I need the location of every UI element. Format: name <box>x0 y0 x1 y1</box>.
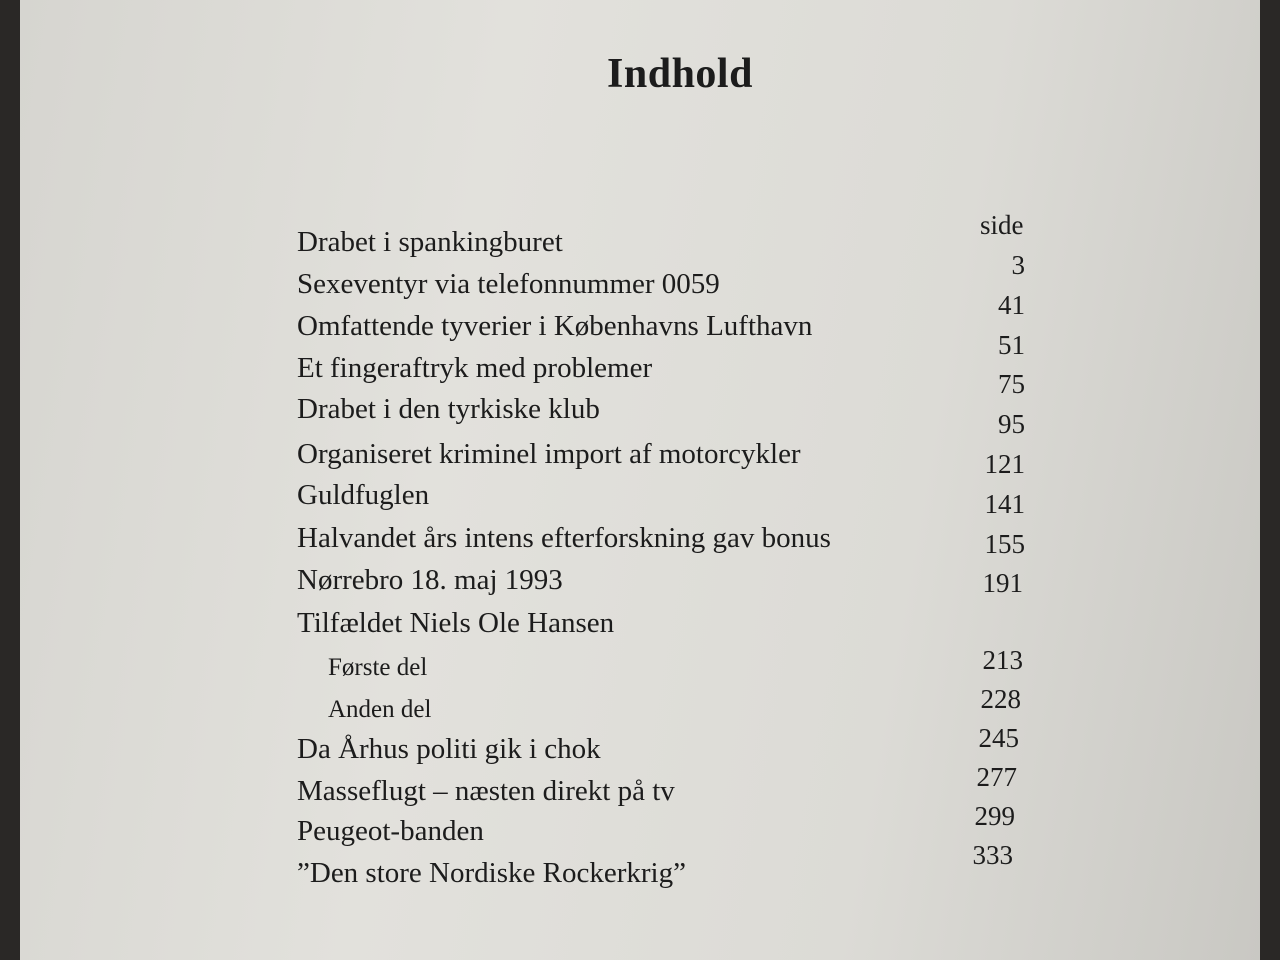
toc-subentry-title: Første del <box>328 654 428 681</box>
toc-entry-title: Omfattende tyverier i Københavns Lufthavn <box>297 310 813 342</box>
toc-page-number: 155 <box>984 529 1025 559</box>
toc-page-number: 191 <box>982 568 1023 598</box>
toc-page-number: 121 <box>984 449 1025 479</box>
toc-entry-title: Guldfuglen <box>297 479 430 511</box>
toc-page-number: 245 <box>978 723 1019 753</box>
toc-page-number: 213 <box>982 645 1023 675</box>
toc-entry-title: Tilfældet Niels Ole Hansen <box>297 607 615 639</box>
page-title: Indhold <box>607 51 753 97</box>
toc-page-number: 95 <box>998 409 1025 439</box>
toc-page-number: 141 <box>984 489 1025 519</box>
toc-subentry-title: Anden del <box>328 696 432 723</box>
toc-entry-title: Da Århus politi gik i chok <box>297 733 601 765</box>
toc-entry-title: Organiseret kriminel import af motorcykler <box>297 438 801 470</box>
toc-entry-title: Peugeot-banden <box>297 815 484 847</box>
toc-entry-title: Halvandet års intens efterforskning gav bonus <box>297 522 831 554</box>
toc-page-number: 228 <box>980 684 1021 714</box>
toc-entry-title: Nørrebro 18. maj 1993 <box>297 564 563 596</box>
book-page <box>20 0 1260 960</box>
show-through-text <box>240 0 1140 50</box>
toc-page-number: 299 <box>974 801 1015 831</box>
toc-page-number: 51 <box>998 330 1025 360</box>
page-column-label: side <box>980 210 1024 240</box>
toc-entry-title: ”Den store Nordiske Rockerkrig” <box>297 857 686 889</box>
toc-entry-title: Masseflugt – næsten direkt på tv <box>297 775 675 807</box>
toc-page-number: 41 <box>998 290 1025 320</box>
toc-page-number: 277 <box>976 762 1017 792</box>
toc-entry-title: Et fingeraftryk med problemer <box>297 352 653 384</box>
toc-page-number: 333 <box>972 840 1013 870</box>
toc-page-number: 75 <box>998 369 1025 399</box>
toc-entry-title: Sexeventyr via telefonnummer 0059 <box>297 268 720 300</box>
toc-entry-title: Drabet i den tyrkiske klub <box>297 393 600 425</box>
toc-page-number: 3 <box>1011 250 1025 280</box>
toc-entry-title: Drabet i spankingburet <box>297 226 563 258</box>
